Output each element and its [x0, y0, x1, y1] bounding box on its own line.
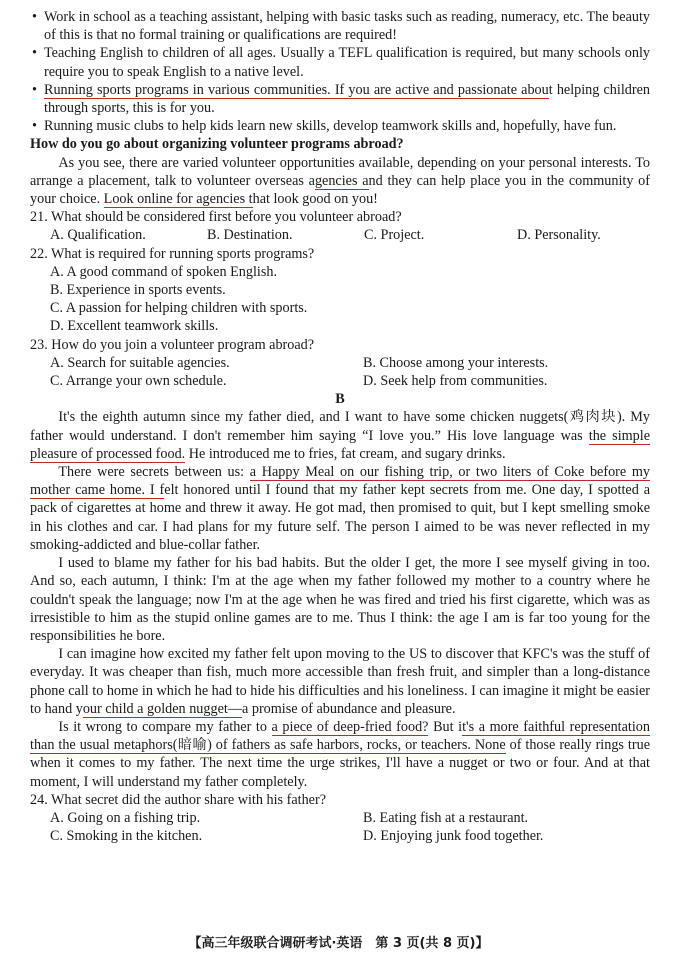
paragraph: [30, 718, 650, 791]
underline-mark: the simple pleasure of processed food.: [30, 427, 650, 462]
question-stem: 23. How do you join a volunteer program abroad?: [30, 336, 315, 353]
option-d: D. Seek help from communities.: [363, 373, 548, 390]
underline-mark: our child a golden nugget—: [82, 700, 242, 717]
question-stem: 22. What is required for running sports programs?: [30, 245, 315, 262]
option-b: B. Experience in sports events.: [50, 282, 226, 299]
bullet-text: t helping children through sports, this is for you.: [44, 81, 650, 117]
options-row: [30, 354, 650, 372]
underline-mark: a piece of deep-fried food?: [271, 718, 429, 735]
text: Is it wrong to compare my father to: [58, 718, 272, 735]
bullet-item: [30, 81, 650, 117]
option-c: C. Smoking in the kitchen.: [50, 828, 203, 845]
options-row: [30, 809, 650, 827]
option-d: D. Enjoying junk food together.: [363, 828, 544, 845]
underline-mark: gencies a: [314, 172, 369, 189]
option-c: C. Arrange your own schedule.: [50, 373, 227, 390]
option-b: B. Eating fish at a restaurant.: [363, 809, 529, 826]
text: It's the eighth autumn since my father died, and I want to have some chicken nuggets(鸡肉块). My father would understand. I don't remember him saying “I love you.” His love language was: [30, 409, 650, 444]
text: hat look good on you!: [252, 191, 378, 208]
text: nd they can help place you in the community of your choice.: [30, 172, 651, 208]
underline-mark: Running sports programs in various communities. If you are active and passionate abou: [44, 81, 549, 98]
options-row: [30, 827, 650, 845]
options-row: [30, 372, 650, 390]
option-c: C. A passion for helping children with sports.: [50, 300, 308, 317]
question-stem: 24. What secret did the author share with his father?: [30, 791, 326, 808]
question-22: [30, 245, 650, 336]
bullet-list: [30, 8, 650, 135]
option-a: A. Going on a fishing trip.: [50, 809, 201, 826]
page-footer: 【高三年级联合调研考试·英语 第 3 页(共 8 页)】: [188, 936, 489, 951]
option-b: B. Choose among your interests.: [363, 354, 549, 371]
question-stem: 21. What should be considered first before you volunteer abroad?: [30, 209, 402, 226]
section-heading: How do you go about organizing volunteer programs abroad?: [30, 136, 404, 153]
paragraph: [30, 463, 650, 554]
text: He introduced me to fries, fat cream, and sugary drinks.: [185, 445, 506, 462]
paragraph: [30, 154, 650, 209]
underline-mark: a Happy Meal on our fishing trip, or two liters of Coke before my mother came home. I f: [30, 464, 650, 499]
question-23: [30, 336, 650, 391]
text: There were secrets between us:: [58, 464, 250, 481]
text: a promise of abundance and pleasure.: [242, 700, 456, 717]
paragraph: I used to blame my father for his bad habits. But the older I get, the more I see myself giving in too. And so, each autumn, I think: I'm at the age when my father followed my mother to a country where he couldn't speak the language; now I'm at the age when he was fired and tried his first cigarette, which was as irresistible to him as the stupid online games are to me. Thus I think: the age I am is far too young for the responsibilities he bore.: [30, 555, 650, 644]
text: elt honored until I found that my father kept secrets from me. One day, I spotted a pack of cigarettes at home and threw it away. He got mad, then promised to quit, but I kept smelling smoke in his clothes and car. I had plans for my future self. The person I aimed to be was never reflected in my smoking-addicted and blue-collar father.: [30, 482, 650, 553]
underline-mark: t's a more faithful representation than the usual metaphors(暗喻) of fathers as safe harbors, rocks, or teachers. None: [30, 718, 650, 754]
text: As you see, there are varied volunteer opportunities available, depending on your personal interests. To arrange a placement, talk to volunteer overseas a: [30, 154, 650, 189]
bullet-item: • Teaching English to children of all ages. Usually a TEFL qualification is required, but many schools only require you to speak English to a native level.: [30, 44, 650, 80]
paragraph: [30, 408, 650, 463]
underline-mark: Look online for agencies t: [103, 191, 253, 208]
bullet-item: • Work in school as a teaching assistant, helping with basic tasks such as reading, numeracy, etc. The beauty of this is that no formal training or qualifications are required!: [30, 8, 650, 44]
option-a: A. A good command of spoken English.: [50, 263, 277, 280]
bullet-item: • Running music clubs to help kids learn new skills, develop teamwork skills and, hopefully, have fun.: [30, 117, 650, 135]
paragraph: [30, 645, 650, 718]
option-d: D. Excellent teamwork skills.: [50, 318, 219, 335]
option-a: A. Qualification.: [50, 227, 146, 244]
text: I can imagine how excited my father felt upon moving to the US to discover that KFC's was the stuff of everyday. It was cheaper than fish, much more accessible than fresh fruit, and simpler than a long-distance phone call to home in which he had to hide his difficulties and his loneliness. I can imagine it might be easier to hand y: [30, 646, 650, 717]
option-d: D. Personality.: [517, 227, 601, 244]
option-a: A. Search for suitable agencies.: [50, 354, 230, 371]
text: But i: [428, 718, 463, 735]
question-21: [30, 208, 650, 244]
option-b: B. Destination.: [207, 227, 293, 244]
options: [30, 226, 650, 244]
section-label: B: [335, 391, 345, 408]
option-c: C. Project.: [364, 227, 425, 244]
question-24: [30, 791, 650, 846]
text: of those really rings true when it comes to my father. The next time the urge strikes, I'll have a nugget or two or four. And at that moment, I will understand my father completely.: [30, 737, 650, 790]
exam-page: [30, 8, 650, 845]
